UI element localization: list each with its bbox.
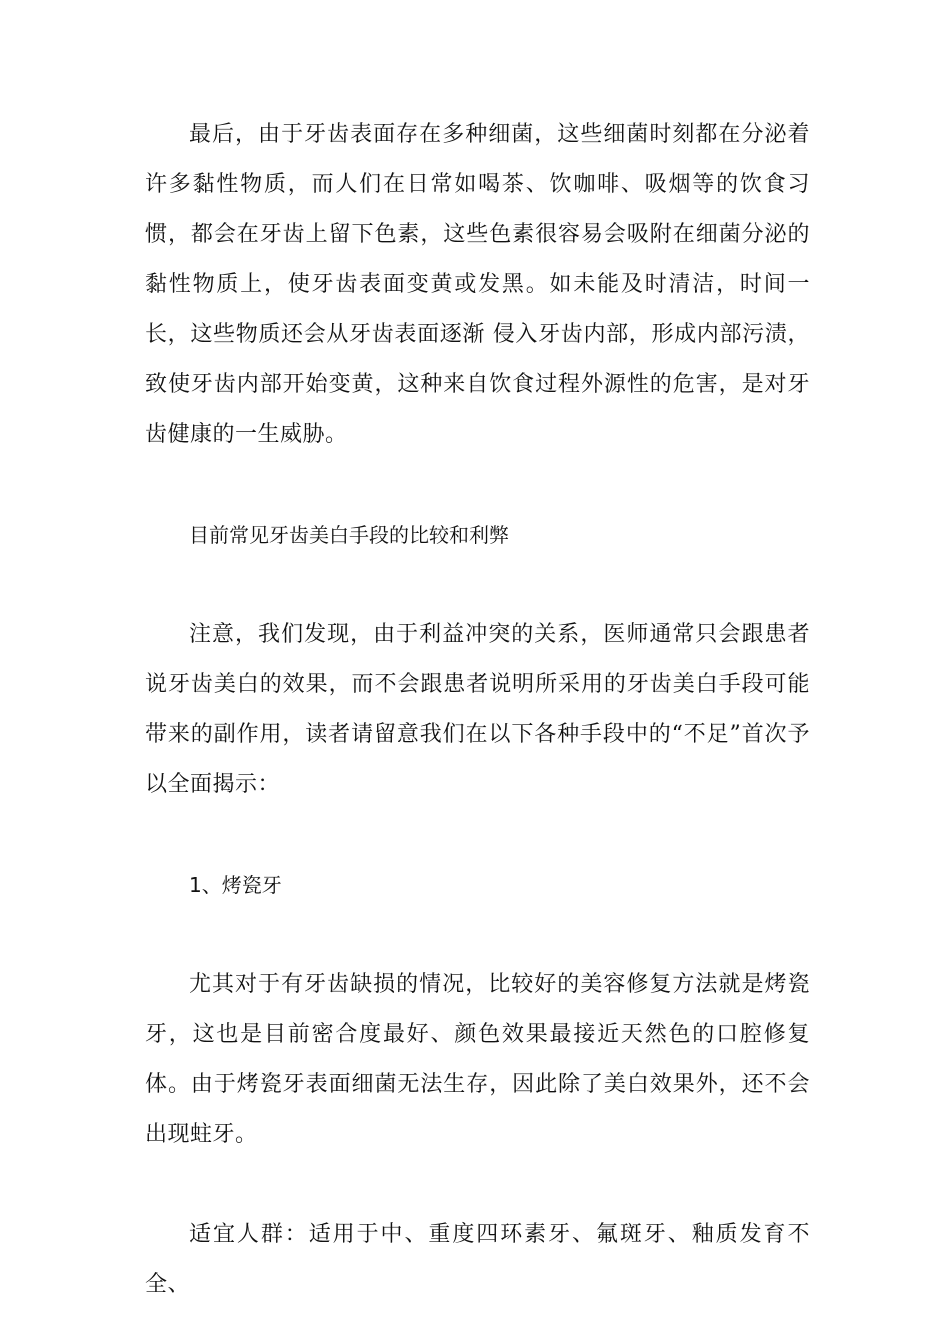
- paragraph-gap: [145, 560, 810, 610]
- paragraph-notice: 注意，我们发现，由于利益冲突的关系，医师通常只会跟患者说牙齿美白的效果，而不会跟患者说明所采用的牙齿美白手段可能带来的副作用，读者请留意我们在以下各种手段中的“不足”首次予以全面揭示：: [145, 622, 810, 797]
- section-heading-comparison: 目前常见牙齿美白手段的比较和利弊: [189, 523, 509, 547]
- paragraph-stains: 最后，由于牙齿表面存在多种细菌，这些细菌时刻都在分泌着许多黏性物质，而人们在日常如喝茶、饮咖啡、吸烟等的饮食习 惯，都会在牙齿上留下色素，这些色素很容易会吸附在细菌分泌的黏性物质上，使牙齿表面变黄或发黑。如未能及时清洁，时间一长，这些物质还会从牙齿表面逐渐 侵入牙齿内部，形成内部污渍，致使牙齿内部开始变黄，这种来自饮食过程外源性的危害，是对牙齿健康的一生威胁。: [145, 122, 810, 447]
- paragraph-gap: [145, 1160, 810, 1210]
- paragraph-gap: [145, 810, 810, 860]
- paragraph-porcelain: 尤其对于有牙齿缺损的情况，比较好的美容修复方法就是烤瓷牙，这也是目前密合度最好、颜色效果最接近天然色的口腔修复体。由于烤瓷牙表面细菌无法生存，因此除了美白效果外，还不会出现蛀牙。: [145, 972, 810, 1147]
- paragraph-suitable-people: 适宜人群：适用于中、重度四环素牙、氟斑牙、釉质发育不全、: [145, 1222, 810, 1297]
- paragraph-gap: [145, 910, 810, 960]
- section-heading-porcelain: 1、烤瓷牙: [189, 873, 282, 897]
- document-page: [145, 110, 810, 1310]
- paragraph-gap: [145, 460, 810, 510]
